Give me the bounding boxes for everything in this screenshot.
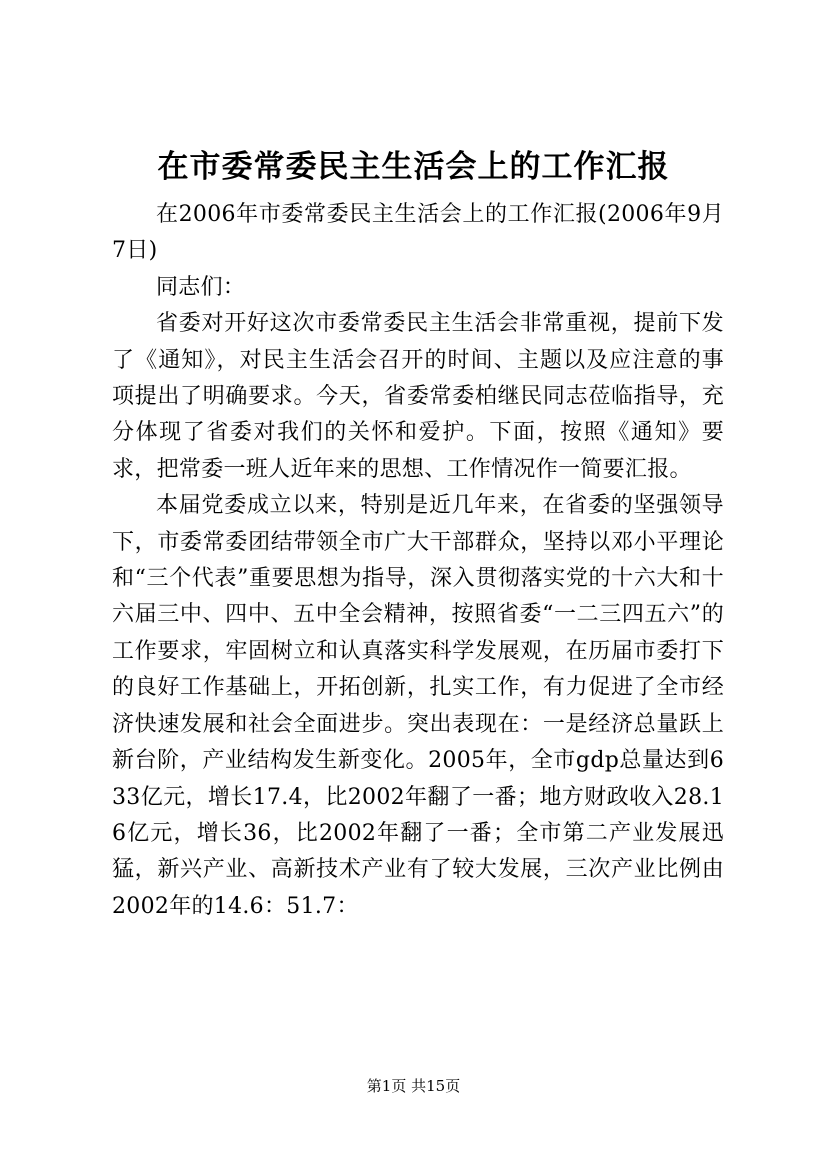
paragraph-intro: 省委对开好这次市委常委民主生活会非常重视，提前下发了《通知》，对民主生活会召开的时间、主题以及应注意的事项提出了明确要求。今天，省委常委柏继民同志莅临指导，充分体现了省委对我们的关怀和爱护。下面，按照《通知》要求，把常委一班人近年来的思想、工作情况作一简要汇报。 [112, 311, 724, 482]
document-title: 在市委常委民主生活会上的工作汇报 [157, 149, 670, 185]
page-number-footer: 第1页 共15页 [366, 1077, 461, 1095]
document-body [112, 197, 724, 925]
paragraph-salutation: 同志们： [156, 274, 246, 300]
paragraph-report: 本届党委成立以来，特别是近几年来，在省委的坚强领导下，市委常委团结带领全市广大干部群众，坚持以邓小平理论和“三个代表”重要思想为指导，深入贯彻落实党的十六大和十六届三中、四中、五中全会精神，按照省委“一二三四五六”的工作要求，牢固树立和认真落实科学发展观，在历届市委打下的良好工作基础上，开拓创新，扎实工作，有力促进了全市经济快速发展和社会全面进步。突出表现在：一是经济总量跃上新台阶，产业结构发生新变化。2005年，全市gdp总量达到633亿元，增长17.4，比2002年翻了一番；地方财政收入28.16亿元，增长36，比2002年翻了一番；全市第二产业发展迅猛，新兴产业、高新技术产业有了较大发展，三次产业比例由2002年的14.6：51.7： [112, 493, 724, 919]
paragraph-subtitle: 在2006年市委常委民主生活会上的工作汇报(2006年9月7日) [112, 202, 724, 264]
